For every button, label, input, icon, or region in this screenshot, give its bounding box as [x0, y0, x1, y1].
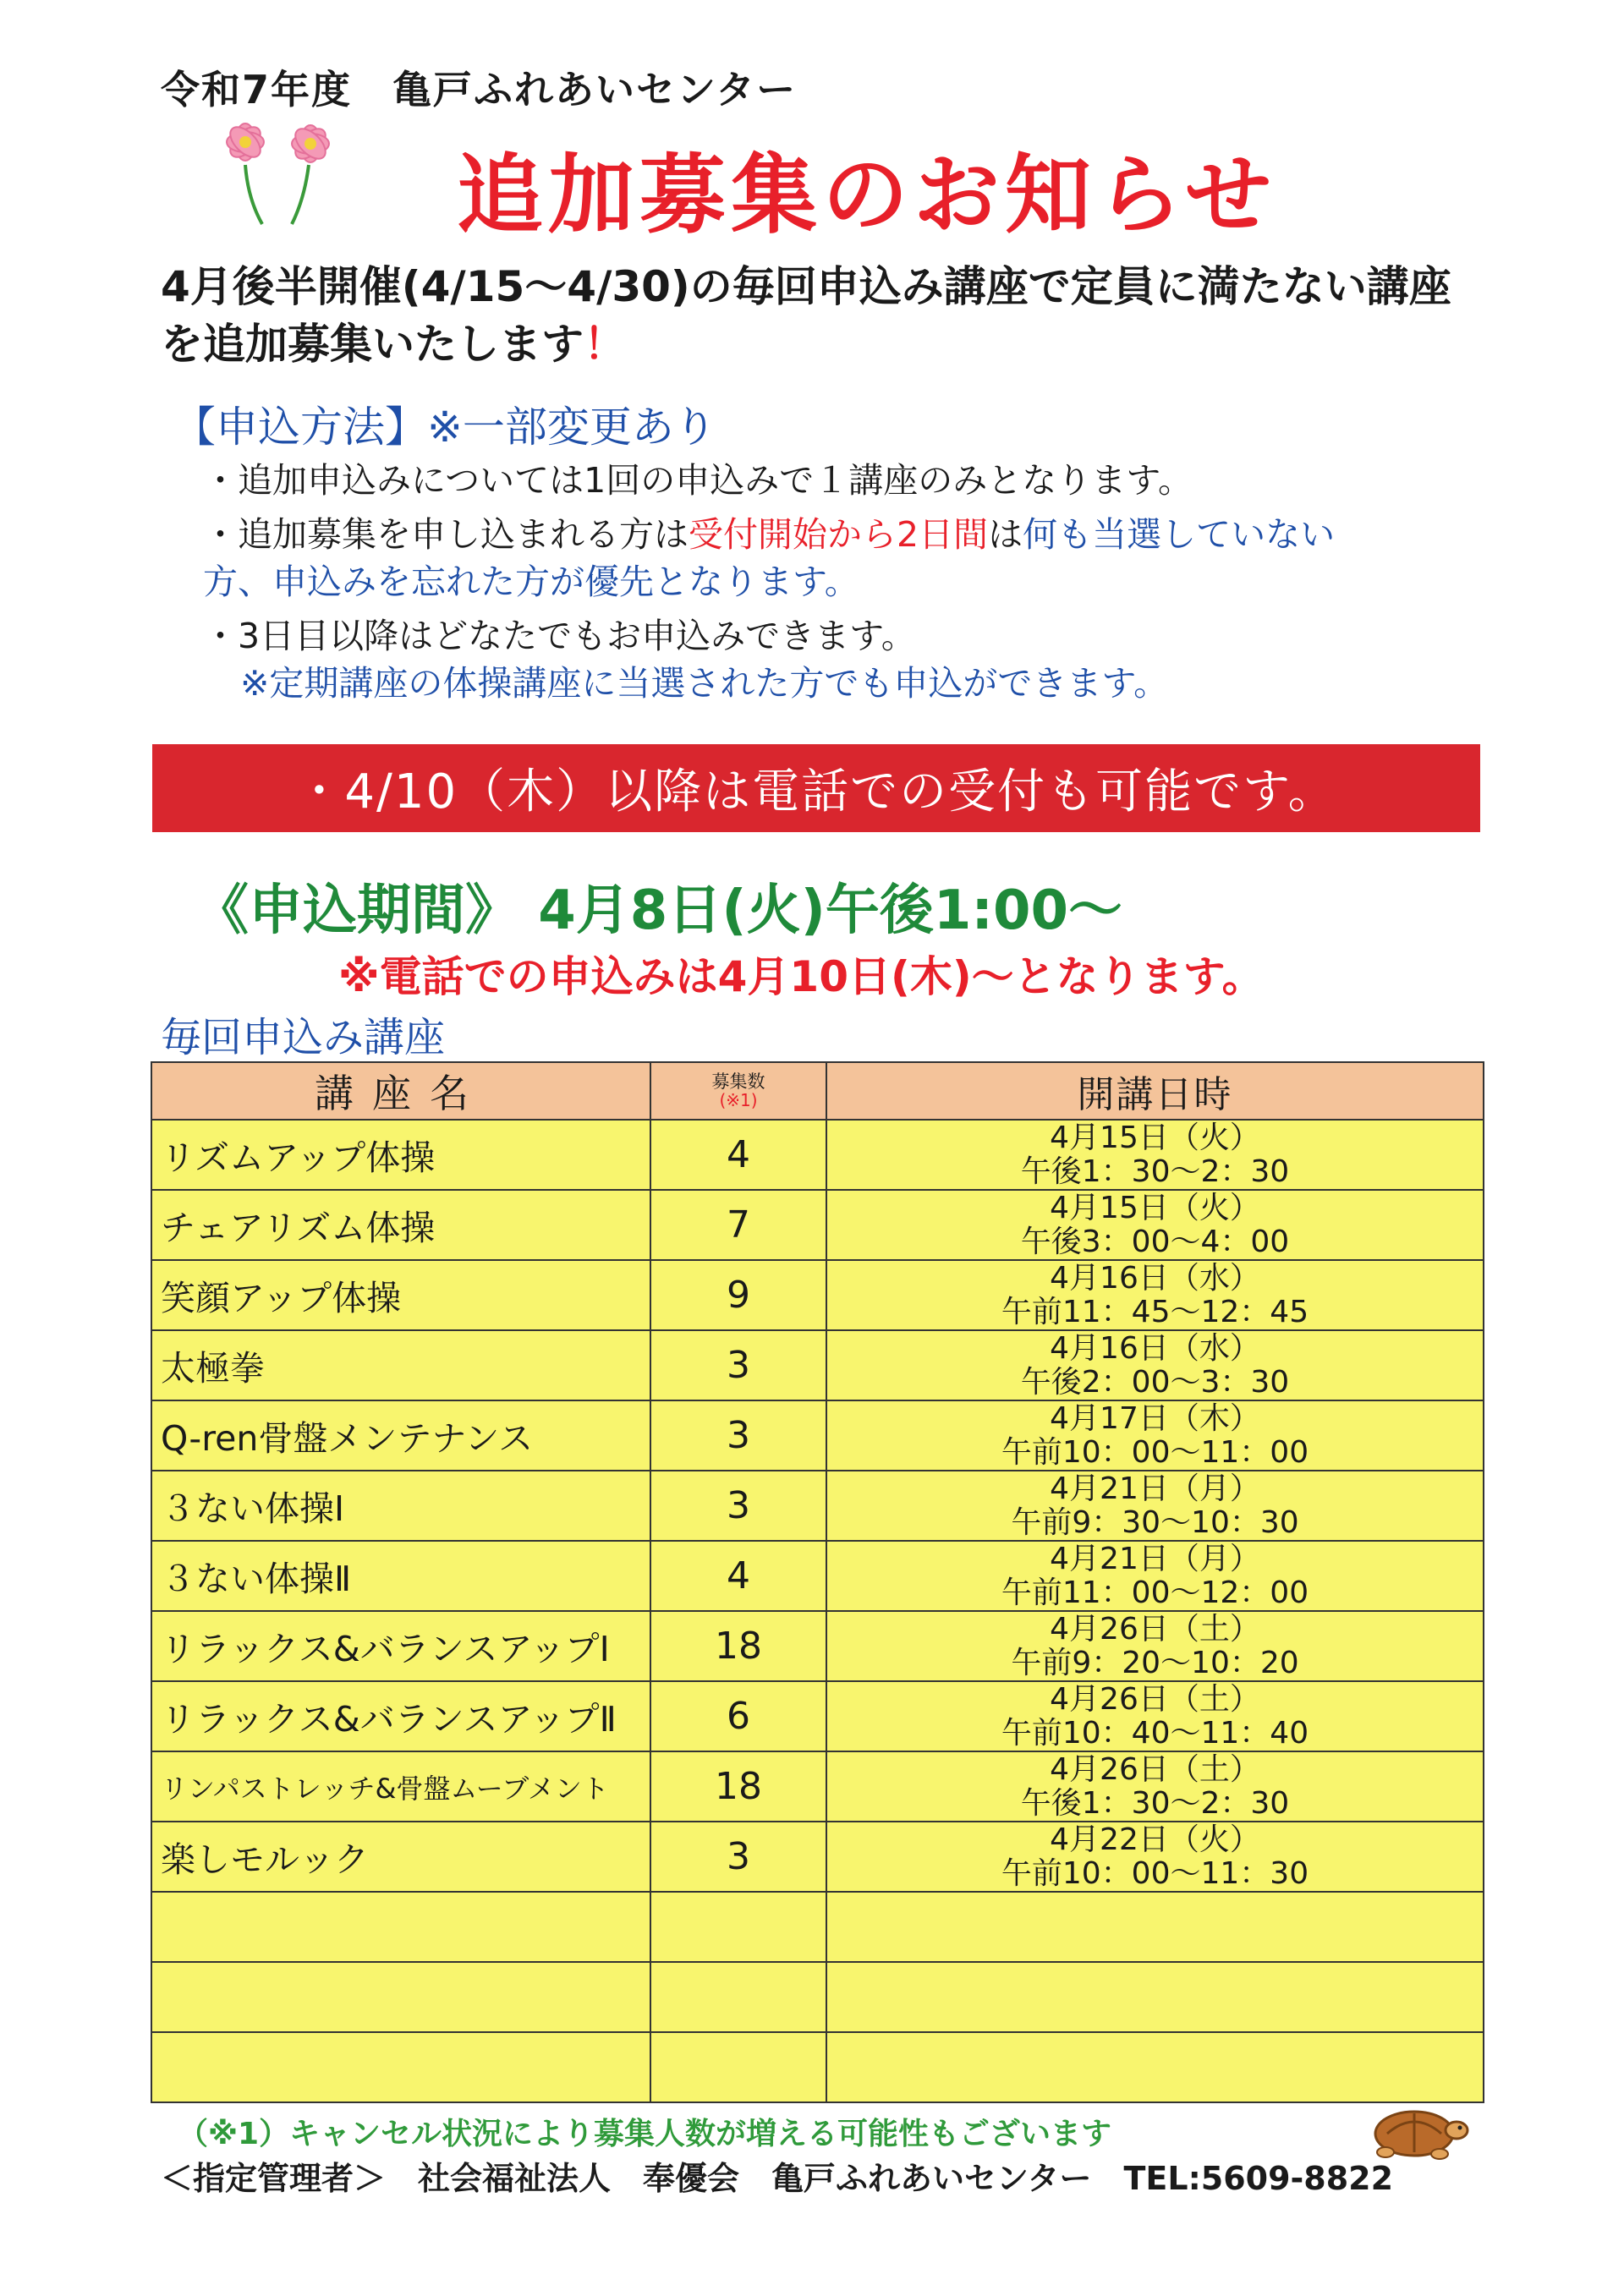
- bullet2-blue-text: 何も当選していない方、申込みを忘れた方が優先となります。: [203, 514, 1336, 602]
- course-name: 太極拳: [151, 1330, 650, 1400]
- course-time: 午前11：00〜12：00: [1001, 1575, 1309, 1610]
- course-count: 4: [650, 1120, 826, 1190]
- course-schedule: [826, 1120, 1484, 1190]
- course-schedule: [826, 1400, 1484, 1471]
- course-name: 楽しモルック: [151, 1822, 650, 1892]
- table-row: [151, 1822, 1484, 1892]
- header-count-note: (※1): [719, 1090, 758, 1110]
- bullet2-red-text: 受付開始から2日間: [689, 514, 989, 555]
- course-name: リンパストレッチ&骨盤ムーブメント: [151, 1751, 650, 1822]
- course-count: 3: [650, 1400, 826, 1471]
- course-table: [151, 1061, 1484, 2103]
- course-date: 4月21日（月）: [1050, 1541, 1260, 1576]
- table-header-row: [151, 1062, 1484, 1120]
- empty-cell: [650, 2032, 826, 2102]
- header-year-title: 令和7年度 亀戸ふれあいセンター: [161, 67, 798, 112]
- table-row-empty: [151, 1962, 1484, 2032]
- table-row: [151, 1471, 1484, 1541]
- course-schedule: [826, 1260, 1484, 1330]
- intro-exclamation: ！: [584, 320, 626, 369]
- course-schedule: [826, 1751, 1484, 1822]
- course-schedule: [826, 1190, 1484, 1260]
- table-row-empty: [151, 1892, 1484, 1962]
- empty-cell: [826, 1892, 1484, 1962]
- empty-cell: [650, 1962, 826, 2032]
- course-count: 7: [650, 1190, 826, 1260]
- table-row: [151, 1751, 1484, 1822]
- table-row: [151, 1260, 1484, 1330]
- table-row: [151, 1681, 1484, 1751]
- course-schedule: [826, 1611, 1484, 1681]
- empty-cell: [151, 1892, 650, 1962]
- table-row: [151, 1541, 1484, 1611]
- course-name: リラックス&バランスアップⅡ: [151, 1681, 650, 1751]
- bullet2-mid: は: [988, 514, 1023, 555]
- empty-cell: [826, 1962, 1484, 2032]
- course-date: 4月26日（土）: [1050, 1681, 1260, 1717]
- method-bullet-3-note: ※定期講座の体操講座に当選された方でも申込ができます。: [240, 663, 1169, 704]
- course-name: リラックス&バランスアップⅠ: [151, 1611, 650, 1681]
- course-time: 午前10：00〜11：30: [1001, 1855, 1309, 1891]
- empty-cell: [826, 2032, 1484, 2102]
- course-count: 6: [650, 1681, 826, 1751]
- course-time: 午後2：00〜3：30: [1020, 1364, 1290, 1400]
- course-time: 午後1：30〜2：30: [1020, 1153, 1290, 1189]
- course-date: 4月15日（火）: [1050, 1120, 1260, 1155]
- header-schedule: 開講日時: [826, 1062, 1484, 1120]
- course-schedule: [826, 1330, 1484, 1400]
- intro-text: 4月後半開催(4/15〜4/30)の毎回申込み講座で定員に満たない講座を追加募集いたします: [161, 262, 1451, 369]
- course-schedule: [826, 1681, 1484, 1751]
- course-date: 4月21日（月）: [1050, 1471, 1260, 1506]
- cosmos-flowers-icon: [199, 118, 359, 228]
- course-count: 18: [650, 1751, 826, 1822]
- course-time: 午前10：40〜11：40: [1001, 1715, 1309, 1751]
- course-time: 午前9：30〜10：30: [1011, 1504, 1299, 1540]
- application-method-list: [203, 457, 1387, 714]
- course-time: 午前10：00〜11：00: [1001, 1434, 1309, 1470]
- course-table-body: [151, 1120, 1484, 2102]
- course-name: ３ない体操Ⅱ: [151, 1541, 650, 1611]
- course-date: 4月16日（水）: [1050, 1330, 1260, 1366]
- table-row: [151, 1330, 1484, 1400]
- method-bullet-3: ・3日目以降はどなたでもお申込みできます。: [203, 616, 916, 656]
- phone-application-note: ※電話での申込みは4月10日(木)〜となります。: [338, 952, 1265, 1001]
- empty-cell: [151, 2032, 650, 2102]
- phone-reception-banner: ・4/10（木）以降は電話での受付も可能です。: [152, 744, 1480, 832]
- course-time: 午後3：00〜4：00: [1020, 1224, 1290, 1259]
- course-count: 9: [650, 1260, 826, 1330]
- method-bullet-1: ・追加申込みについては1回の申込みで１講座のみとなります。: [203, 460, 1193, 501]
- course-name: ３ない体操Ⅰ: [151, 1471, 650, 1541]
- header-recruit-count: [650, 1062, 826, 1120]
- course-count: 3: [650, 1330, 826, 1400]
- course-date: 4月17日（木）: [1050, 1400, 1260, 1436]
- application-period: 《申込期間》 4月8日(火)午後1:00〜: [195, 879, 1123, 942]
- course-date: 4月15日（火）: [1050, 1190, 1260, 1225]
- empty-cell: [650, 1892, 826, 1962]
- course-schedule: [826, 1822, 1484, 1892]
- course-count: 3: [650, 1822, 826, 1892]
- table-row: [151, 1120, 1484, 1190]
- header-course-name: 講座名: [151, 1062, 650, 1120]
- table-row-empty: [151, 2032, 1484, 2102]
- course-date: 4月16日（水）: [1050, 1260, 1260, 1296]
- course-time: 午後1：30〜2：30: [1020, 1785, 1290, 1821]
- course-count: 4: [650, 1541, 826, 1611]
- designated-manager-info: ＜指定管理者＞ 社会福祉法人 奉優会 亀戸ふれあいセンター TEL:5609-8822: [161, 2160, 1394, 2197]
- header-count-label: 募集数: [711, 1071, 765, 1092]
- turtle-icon: [1362, 2093, 1472, 2161]
- course-name: リズムアップ体操: [151, 1120, 650, 1190]
- application-method-heading: 【申込方法】※一部変更あり: [173, 403, 716, 452]
- table-caption: 毎回申込み講座: [161, 1014, 446, 1061]
- recruit-count-footnote: （※1）キャンセル状況により募集人数が増える可能性もございます: [178, 2117, 1112, 2151]
- course-table-wrapper: [151, 1061, 1483, 2103]
- course-time: 午前11：45〜12：45: [1001, 1294, 1309, 1329]
- method-bullet-2: [203, 511, 1387, 606]
- course-date: 4月22日（火）: [1050, 1822, 1260, 1857]
- table-row: [151, 1611, 1484, 1681]
- course-date: 4月26日（土）: [1050, 1751, 1260, 1787]
- course-count: 3: [650, 1471, 826, 1541]
- course-time: 午前9：20〜10：20: [1011, 1645, 1299, 1680]
- course-schedule: [826, 1541, 1484, 1611]
- course-name: Q-ren骨盤メンテナンス: [151, 1400, 650, 1471]
- empty-cell: [151, 1962, 650, 2032]
- bullet2-prefix: ・追加募集を申し込まれる方は: [203, 514, 689, 555]
- course-count: 18: [650, 1611, 826, 1681]
- course-schedule: [826, 1471, 1484, 1541]
- table-row: [151, 1400, 1484, 1471]
- course-date: 4月26日（土）: [1050, 1611, 1260, 1647]
- main-title: 追加募集のお知らせ: [457, 145, 1276, 246]
- intro-paragraph: [161, 258, 1480, 373]
- course-name: チェアリズム体操: [151, 1190, 650, 1260]
- table-row: [151, 1190, 1484, 1260]
- course-name: 笑顔アップ体操: [151, 1260, 650, 1330]
